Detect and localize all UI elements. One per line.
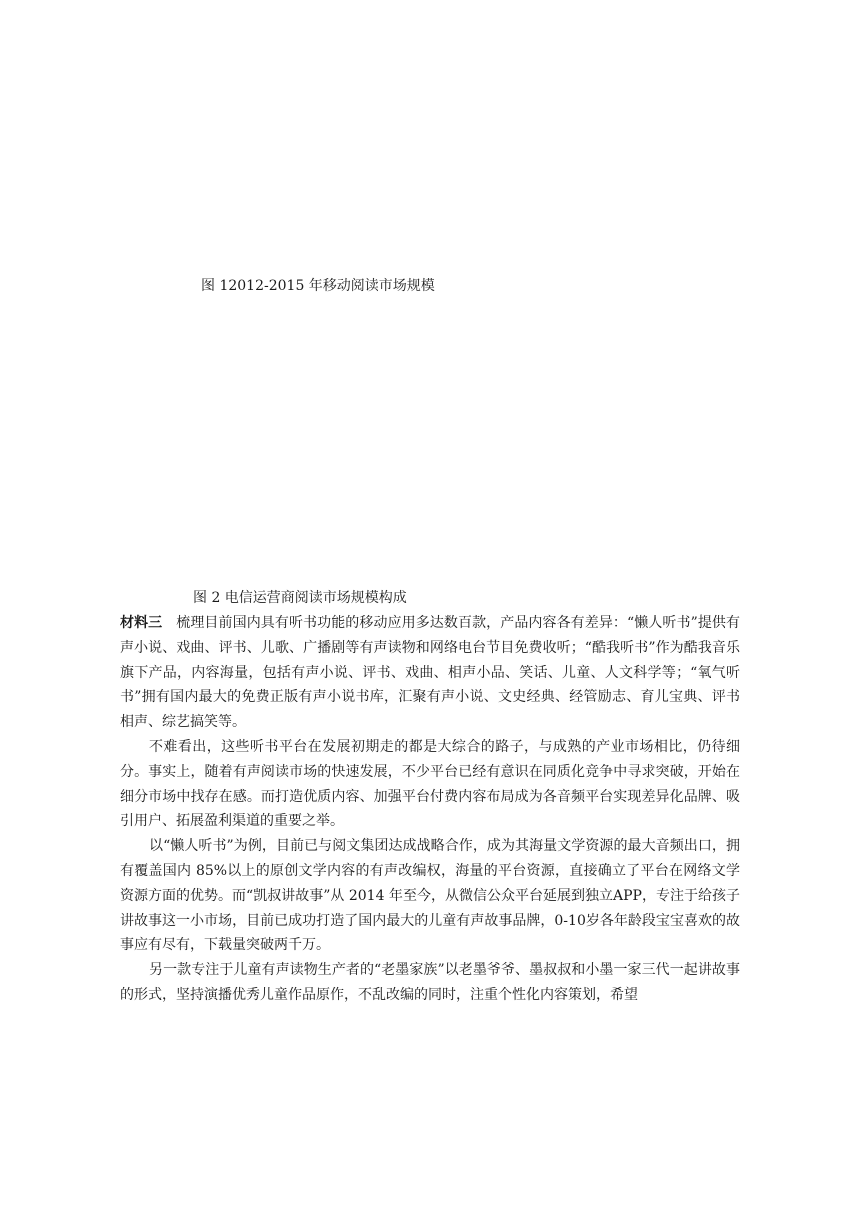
- paragraph-4: 另一款专注于儿童有声读物生产者的“老墨家族”以老墨爷爷、墨叔叔和小墨一家三代一起讲故事的形式，坚持演播优秀儿童作品原作，不乱改编的同时，注重个性化内容策划，希望: [120, 962, 740, 1003]
- paragraph-2: 不难看出，这些听书平台在发展初期走的都是大综合的路子，与成熟的产业市场相比，仍待细分。事实上，随着有声阅读市场的快速发展，不少平台已经有意识在同质化竞争中寻求突破，开始在细分市场中找存在感。而打造优质内容、加强平台付费内容布局成为各音频平台实现差异化品牌、吸引用户、拓展盈利渠道的重要之举。: [120, 738, 740, 830]
- figure-2-caption: 图 2 电信运营商阅读市场规模构成: [193, 590, 407, 606]
- material-three-section: [120, 611, 740, 1008]
- paragraph-1: [120, 611, 740, 735]
- paragraph-3: 以“懒人听书”为例，目前已与阅文集团达成战略合作，成为其海量文学资源的最大音频出口，拥有覆盖国内 85%以上的原创文学内容的有声改编权，海量的平台资源，直接确立了平台在网络文学资源方面的优势。而“凯叔讲故事”从 2014 年至今，从微信公众平台延展到独立APP，专注于给孩子讲故事这一小市场，目前已成功打造了国内最大的儿童有声故事品牌，0-10岁各年龄段宝宝喜欢的故事应有尽有，下载量突破两千万。: [120, 838, 740, 954]
- paragraph-1-text: 梳理目前国内具有听书功能的移动应用多达数百款，产品内容各有差异：“懒人听书”提供有声小说、戏曲、评书、儿歌、广播剧等有声读物和网络电台节目免费收听；“酷我听书”作为酷我音乐旗下产品，内容海量，包括有声小说、评书、戏曲、相声小品、笑话、儿童、人文科学等；“氧气听书”拥有国内最大的免费正版有声小说书库，汇聚有声小说、文史经典、经管励志、育儿宝典、评书相声、综艺搞笑等。: [120, 615, 741, 731]
- material-heading: 材料三: [120, 615, 163, 631]
- figure-1-caption: 图 12012-2015 年移动阅读市场规模: [201, 278, 435, 294]
- figure-2-image-area: [120, 305, 740, 575]
- figure-1-image-area: [120, 40, 740, 268]
